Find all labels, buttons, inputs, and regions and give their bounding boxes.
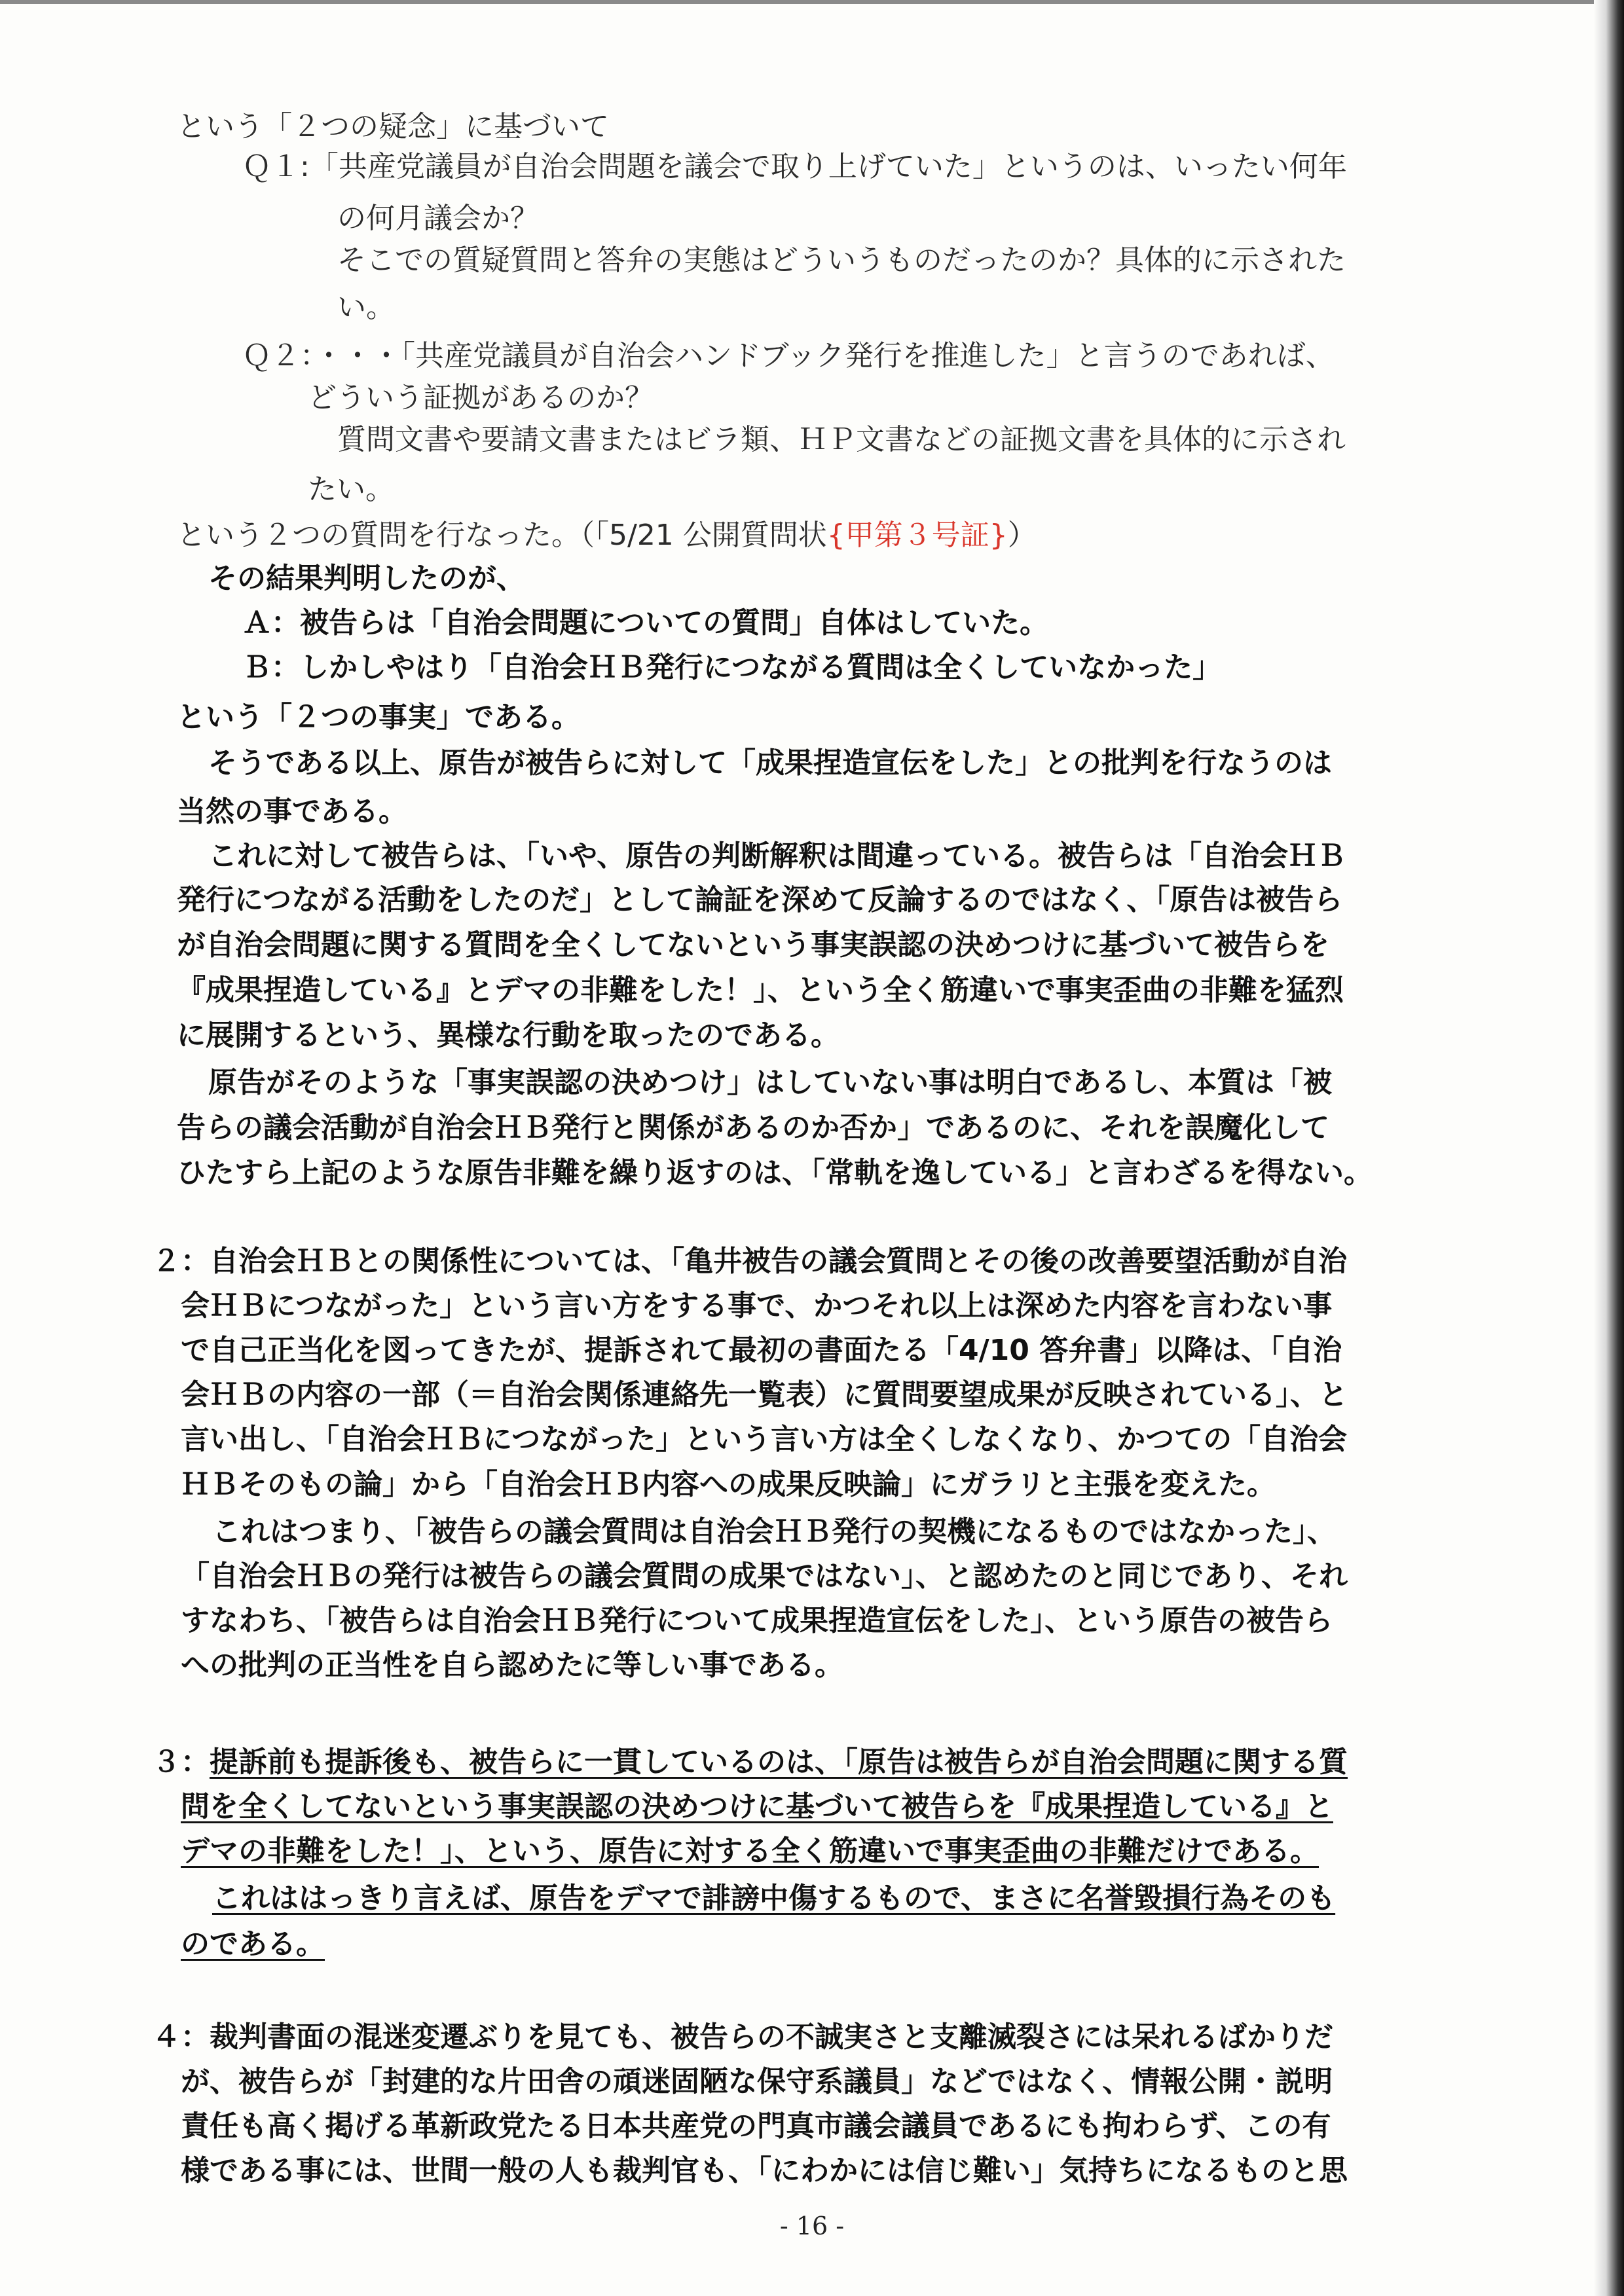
text-line: 当然の事である。 bbox=[177, 795, 407, 828]
text-line: その結果判明したのが、 bbox=[208, 562, 525, 595]
text-line bbox=[181, 1787, 1333, 1827]
text-line: に展開するという、異様な行動を取ったのである。 bbox=[177, 1019, 840, 1052]
text-line: 責任も高く掲げる革新政党たる日本共産党の門真市議会議員であるにも拘わらず、この有 bbox=[181, 2109, 1331, 2143]
text-line: ひたすら上記のような原告非難を繰り返すのは、「常軌を逸している」と言わざるを得ない。 bbox=[177, 1156, 1373, 1190]
text-line: 会ＨＢの内容の一部（＝自治会関係連絡先一覧表）に質問要望成果が反映されている」、と bbox=[181, 1378, 1348, 1412]
text-line: 告らの議会活動が自治会ＨＢ発行と関係があるのか否か」であるのに、それを誤魔化して bbox=[177, 1111, 1329, 1144]
scan-top-edge bbox=[0, 0, 1624, 4]
text-segment: ） bbox=[1007, 519, 1037, 552]
text-line bbox=[177, 516, 1037, 555]
text-line: という「２つの事実」である。 bbox=[177, 701, 580, 734]
underlined-text: デマの非難をした！」、という、原告に対する全く筋違いで事実歪曲の非難だけである。 bbox=[181, 1834, 1319, 1868]
text-line: 『成果捏造している』とデマの非難をした！」、という全く筋違いで事実歪曲の非難を猛烈 bbox=[177, 974, 1344, 1007]
text-line: という「２つの疑念」に基づいて bbox=[177, 110, 609, 143]
text-line bbox=[212, 1879, 1335, 1918]
text-line: 発行につながる活動をしたのだ」として論証を深めて反論するのではなく、「原告は被告ら bbox=[177, 883, 1343, 917]
scan-right-edge bbox=[1594, 0, 1624, 2296]
text-line: い。 bbox=[337, 291, 395, 324]
item-4: ４：裁判書面の混迷変遷ぶりを見ても、被告らの不誠実さと支離滅裂さには呆れるばかりだ bbox=[152, 2020, 1333, 2054]
underlined-text: のである。 bbox=[181, 1927, 325, 1961]
page-number: - 16 - bbox=[779, 2212, 845, 2240]
text-line: の何月議会か？ bbox=[337, 202, 539, 235]
text-line: そうである以上、原告が被告らに対して「成果捏造宣伝をした」との批判を行なうのは bbox=[208, 746, 1332, 780]
question-q2: Ｑ２：・・・「共産党議員が自治会ハンドブック発行を推進した」と言うのであれば、 bbox=[242, 339, 1335, 373]
text-line: が、被告らが「封建的な片田舎の頑迷固陋な保守系議員」などではなく、情報公開・説明 bbox=[181, 2065, 1333, 2098]
evidence-reference: {甲第３号証} bbox=[826, 519, 1008, 552]
item-3-number: ３： bbox=[152, 1745, 210, 1779]
text-line: 「自治会ＨＢの発行は被告らの議会質問の成果ではない」、と認めたのと同じであり、それ bbox=[181, 1559, 1348, 1593]
text-line: で自己正当化を図ってきたが、提訴されて最初の書面たる「4/10 答弁書」以降は、「自治 bbox=[181, 1334, 1342, 1367]
text-line: 質問文書や要請文書またはビラ類、ＨＰ文書などの証拠文書を具体的に示され bbox=[337, 423, 1346, 456]
finding-a: Ａ：被告らは「自治会問題についての質問」自体はしていた。 bbox=[242, 606, 1049, 640]
item-2: ２：自治会ＨＢとの関係性については、「亀井被告の議会質問とその後の改善要望活動が自治 bbox=[152, 1245, 1348, 1278]
text-line: 会ＨＢにつながった」という言い方をする事で、かつそれ以上は深めた内容を言わない事 bbox=[181, 1289, 1333, 1322]
text-line: これはつまり、「被告らの議会質問は自治会ＨＢ発行の契機になるものではなかった」、 bbox=[212, 1515, 1336, 1548]
text-line: 原告がそのような「事実誤認の決めつけ」はしていない事は明白であるし、本質は「被 bbox=[208, 1066, 1332, 1099]
text-line: これに対して被告らは、「いや、原告の判断解釈は間違っている。被告らは「自治会ＨＢ bbox=[208, 839, 1346, 873]
underlined-text: これははっきり言えば、原告をデマで誹謗中傷するもので、まさに名誉毀損行為そのも bbox=[212, 1882, 1336, 1915]
text-line: たい。 bbox=[308, 473, 394, 506]
text-line: ＨＢそのもの論」から「自治会ＨＢ内容への成果反映論」にガラリと主張を変えた。 bbox=[181, 1468, 1276, 1501]
underlined-text: 問を全くしてないという事実誤認の決めつけに基づいて被告らを『成果捏造している』と bbox=[181, 1790, 1333, 1823]
item-3 bbox=[152, 1743, 1348, 1782]
text-line bbox=[181, 1925, 325, 1964]
text-line: が自治会問題に関する質問を全くしてないという事実誤認の決めつけに基づいて被告らを bbox=[177, 928, 1329, 962]
finding-b: Ｂ：しかしやはり「自治会ＨＢ発行につながる質問は全くしていなかった」 bbox=[242, 651, 1222, 684]
question-q1: Ｑ１:「共産党議員が自治会問題を議会で取り上げていた」というのは、いったい何年 bbox=[242, 150, 1347, 183]
text-line: どういう証拠があるのか？ bbox=[308, 381, 654, 414]
text-line: への批判の正当性を自ら認めたに等しい事である。 bbox=[181, 1649, 843, 1682]
text-line: 言い出し、「自治会ＨＢにつながった」という言い方は全くしなくなり、かつての「自治会 bbox=[181, 1423, 1348, 1456]
text-line: 様である事には、世間一般の人も裁判官も、「にわかには信じ難い」気持ちになるものと思 bbox=[181, 2154, 1348, 2187]
text-line: そこでの質疑質問と答弁の実態はどういうものだったのか？具体的に示された bbox=[337, 244, 1346, 277]
text-line bbox=[181, 1832, 1319, 1871]
text-line: すなわち、「被告らは自治会ＨＢ発行について成果捏造宣伝をした」、という原告の被告ら bbox=[181, 1604, 1333, 1637]
text-segment: という２つの質問を行なった。（「5/21 公開質問状 bbox=[177, 519, 827, 552]
underlined-text: 提訴前も提訴後も、被告らに一貫しているのは、「原告は被告らが自治会問題に関する質 bbox=[210, 1745, 1348, 1779]
